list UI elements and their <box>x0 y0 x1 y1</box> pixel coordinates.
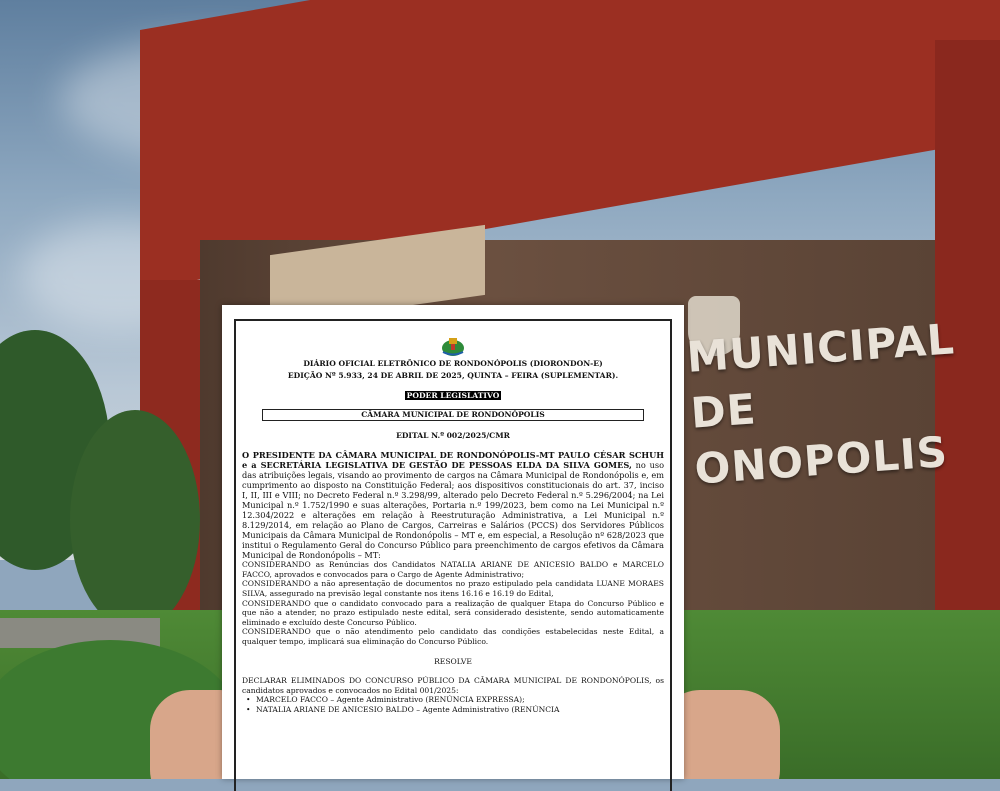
considerando-1: CONSIDERANDO as Renúncias dos Candidatos NATALIA ARIANE DE ANICESIO BALDO e MARCELO FACCO, aprovados e convocados para o Cargo de Agente Administrativo; <box>242 560 664 579</box>
sign-line-1: MUNICIPAL DE <box>685 314 957 438</box>
sign-line-2: ONOPOLIS <box>693 427 950 494</box>
intro-paragraph <box>242 450 664 560</box>
gazette-title: DIÁRIO OFICIAL ELETRÔNICO DE RONDONÓPOLIS (DIORONDON-E) <box>303 359 603 368</box>
edict-number: EDITAL N.º 002/2025/CMR <box>396 430 510 440</box>
resolve-heading: RESOLVE <box>434 656 472 666</box>
considerando-4: CONSIDERANDO que o não atendimento pelo candidato das condições estabelecidas neste Edital, a qualquer tempo, implicará sua eliminação do Concurso Público. <box>242 627 664 646</box>
municipal-coat-of-arms-icon <box>440 335 466 357</box>
considerando-3: CONSIDERANDO que o candidato convocado para a realização de qualquer Etapa do Concurso Público e que não a atender, no prazo estipulado neste edital, será considerado desistente, sendo automaticamente eliminado e excluído deste Concurso Público. <box>242 598 664 627</box>
intro-lead: O PRESIDENTE DA CÂMARA MUNICIPAL DE RONDONÓPOLIS-MT PAULO CÉSAR SCHUH e a SECRETÁRIA LEGISLATIVA DE GESTÃO DE PESSOAS ELDA DA SILVA GOMES, <box>242 450 664 471</box>
section-label: PODER LEGISLATIVO <box>406 391 500 400</box>
declaration: DECLARAR ELIMINADOS DO CONCURSO PÚBLICO DA CÂMARA MUNICIPAL DE RONDONÓPOLIS, os candidatos aprovados e convocados no Edital 001/2025: <box>242 676 664 695</box>
list-item: • MARCELO FACCO – Agente Administrativo (RENÚNCIA EXPRESSA); <box>242 695 664 705</box>
intro-rest: no uso das atribuições legais, visando ao provimento de cargos na Câmara Municipal de Rondonópolis e, em cumprimento ao disposto na Constituição Federal; aos dispositivos constitucionais do art. 37, inciso I, II, III e VIII; no Decreto Federal n.º 3.298/99, alterado pelo Decreto Federal n.º 5.296/2004; na Lei Municipal n.º 1.752/1990 e suas alterações, Portaria n.º 199/2023, bem como na Lei Municipal n.º 12.304/2022 e alterações em relação à Reestruturação Administrativa, a Lei Municipal n.º 8.129/2014, em relação ao Plano de Cargos, Carreiras e Salários (PCCS) dos Servidores Públicos Municipais da Câmara Municipal de Rondonópolis – MT e, em especial, a Resolução nº 628/2023 que institui o Regulamento Geral do Concurso Público para preenchimento de cargos efetivos da Câmara Municipal de Rondonópolis – MT: <box>242 460 664 561</box>
document-body <box>242 329 664 715</box>
considerando-2: CONSIDERANDO a não apresentação de documentos no prazo estipulado pela candidata LUANE MORAES SILVA, assegurado na previsão legal constante nos itens 16.16 e 16.19 do Edital, <box>242 579 664 598</box>
tree <box>70 410 200 630</box>
gazette-edition: EDIÇÃO Nº 5.933, 24 DE ABRIL DE 2025, QUINTA – FEIRA (SUPLEMENTAR). <box>287 371 619 380</box>
list-item: • NATALIA ARIANE DE ANICESIO BALDO – Agente Administrativo (RENÚNCIA <box>242 705 664 715</box>
official-gazette-page <box>222 305 684 779</box>
building-sign <box>685 308 1000 498</box>
chamber-label: CÂMARA MUNICIPAL DE RONDONÓPOLIS <box>262 409 644 421</box>
